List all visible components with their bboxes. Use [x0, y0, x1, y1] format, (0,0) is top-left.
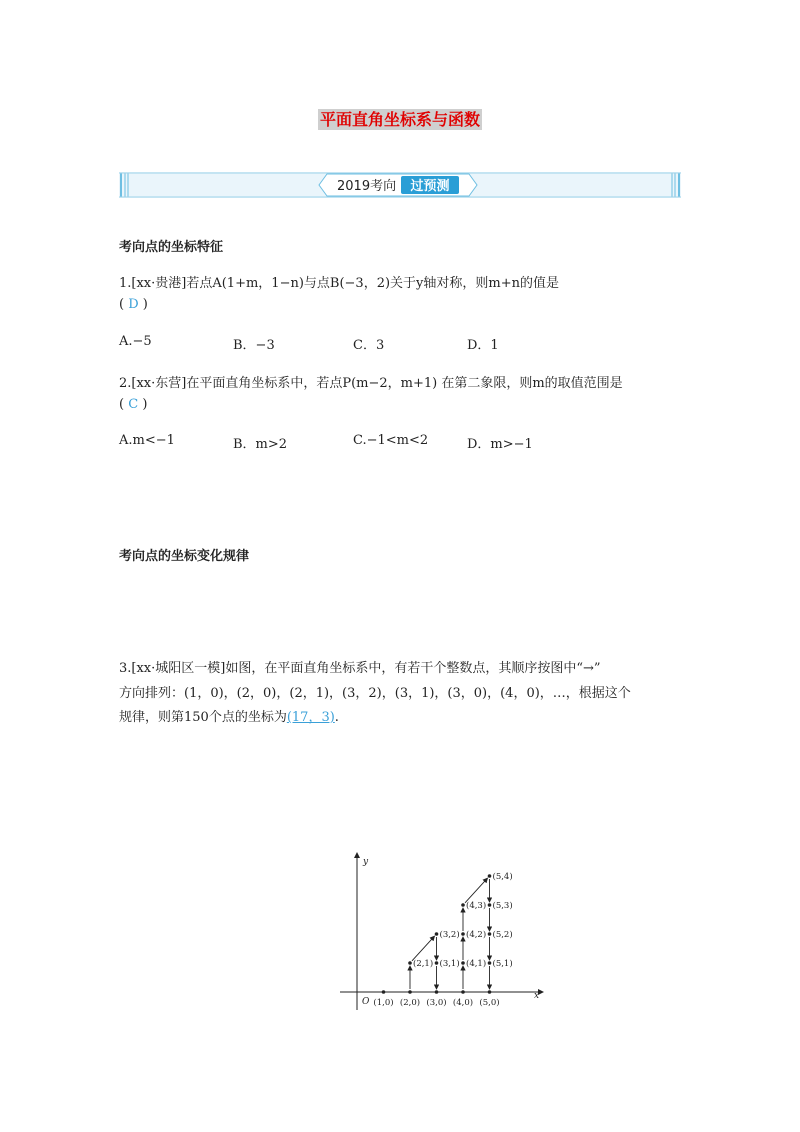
banner-year-label: 2019考向 [337, 179, 397, 194]
q3-answer: (17，3) [286, 710, 335, 725]
q1-options [119, 334, 619, 354]
lattice-point [488, 932, 492, 936]
q2-options [119, 433, 619, 453]
q2-option-c: C.−1<m<2 [353, 433, 429, 448]
point-label: (4,0) [452, 998, 474, 1008]
path-arrow [465, 878, 487, 903]
point-label: (5,2) [492, 930, 513, 940]
y-axis-arrow [354, 852, 360, 858]
path-arrow [412, 936, 434, 961]
lattice-point [461, 932, 465, 936]
point-label: (5,1) [492, 959, 513, 969]
lattice-point [488, 874, 492, 878]
lattice-points [373, 871, 512, 1008]
section-banner [119, 172, 681, 198]
q2-answer-line [119, 397, 147, 412]
q1-paren-close: ) [142, 297, 148, 312]
point-label: (4,1) [466, 959, 487, 969]
point-label: (3,2) [439, 930, 460, 940]
lattice-point [408, 961, 412, 965]
point-label: (2,0) [399, 998, 421, 1008]
point-label: (3,1) [439, 959, 460, 969]
q3-line3 [119, 706, 339, 725]
q2-text: 2.[xx·东营]在平面直角坐标系中，若点P(m−2，m+1) 在第二象限，则m的取值范围是 [119, 376, 623, 391]
point-label: (3,0) [426, 998, 447, 1008]
section1-heading: 考向点的坐标特征 [119, 240, 224, 255]
x-axis-label: x [534, 991, 540, 1001]
q3-line3-suffix: . [334, 710, 339, 725]
lattice-point [461, 903, 465, 907]
q2-option-d: D．m>−1 [467, 437, 533, 452]
lattice-point [461, 961, 465, 965]
coordinate-figure [340, 850, 550, 1015]
lattice-point [408, 990, 412, 994]
origin-label: O [362, 997, 370, 1007]
lattice-point [488, 961, 492, 965]
q1-text: 1.[xx·贵港]若点A(1+m，1−n)与点B(−3，2)关于y轴对称，则m+n的值是 [119, 276, 559, 291]
lattice-point [382, 990, 386, 994]
lattice-point [435, 932, 439, 936]
q1-option-c: C．3 [353, 338, 385, 353]
point-label: (5,4) [492, 872, 513, 882]
page-title-wrap [0, 107, 800, 130]
section2-heading: 考向点的坐标变化规律 [119, 549, 250, 564]
q2-answer: C [128, 397, 139, 412]
point-label: (1,0) [373, 998, 394, 1008]
lattice-point [435, 961, 439, 965]
q1-option-d: D．1 [467, 338, 499, 353]
q1-answer: D [128, 297, 139, 312]
q1-paren-open: ( [119, 297, 125, 312]
q3-line2: 方向排列：(1，0)，(2，0)，(2，1)，(3，2)，(3，1)，(3，0)，(4，0)，…，根据这个 [119, 686, 631, 701]
point-label: (4,2) [466, 930, 487, 940]
q1-answer-line [119, 297, 148, 312]
lattice-point [488, 903, 492, 907]
y-axis-label: y [363, 857, 369, 867]
q2-paren-open: ( [119, 397, 125, 412]
q2-option-a: A.m<−1 [119, 433, 175, 448]
point-label: (5,0) [479, 998, 500, 1008]
point-label: (4,3) [466, 901, 487, 911]
point-label: (5,3) [492, 901, 513, 911]
q2-option-b: B．m>2 [233, 437, 288, 452]
page-title: 平面直角坐标系与函数 [319, 110, 480, 129]
q1-option-a: A.−5 [119, 334, 152, 349]
lattice-point [488, 990, 492, 994]
banner-badge: 过预测 [410, 179, 450, 194]
q3-line1: 3.[xx·城阳区一模]如图，在平面直角坐标系中，有若干个整数点，其顺序按图中“→” [119, 661, 601, 676]
q3-line3-prefix: 规律，则第150个点的坐标为 [119, 710, 287, 725]
q2-paren-close: ) [142, 397, 148, 412]
lattice-point [435, 990, 439, 994]
q1-option-b: B．−3 [233, 338, 275, 353]
point-label: (2,1) [413, 959, 434, 969]
lattice-point [461, 990, 465, 994]
